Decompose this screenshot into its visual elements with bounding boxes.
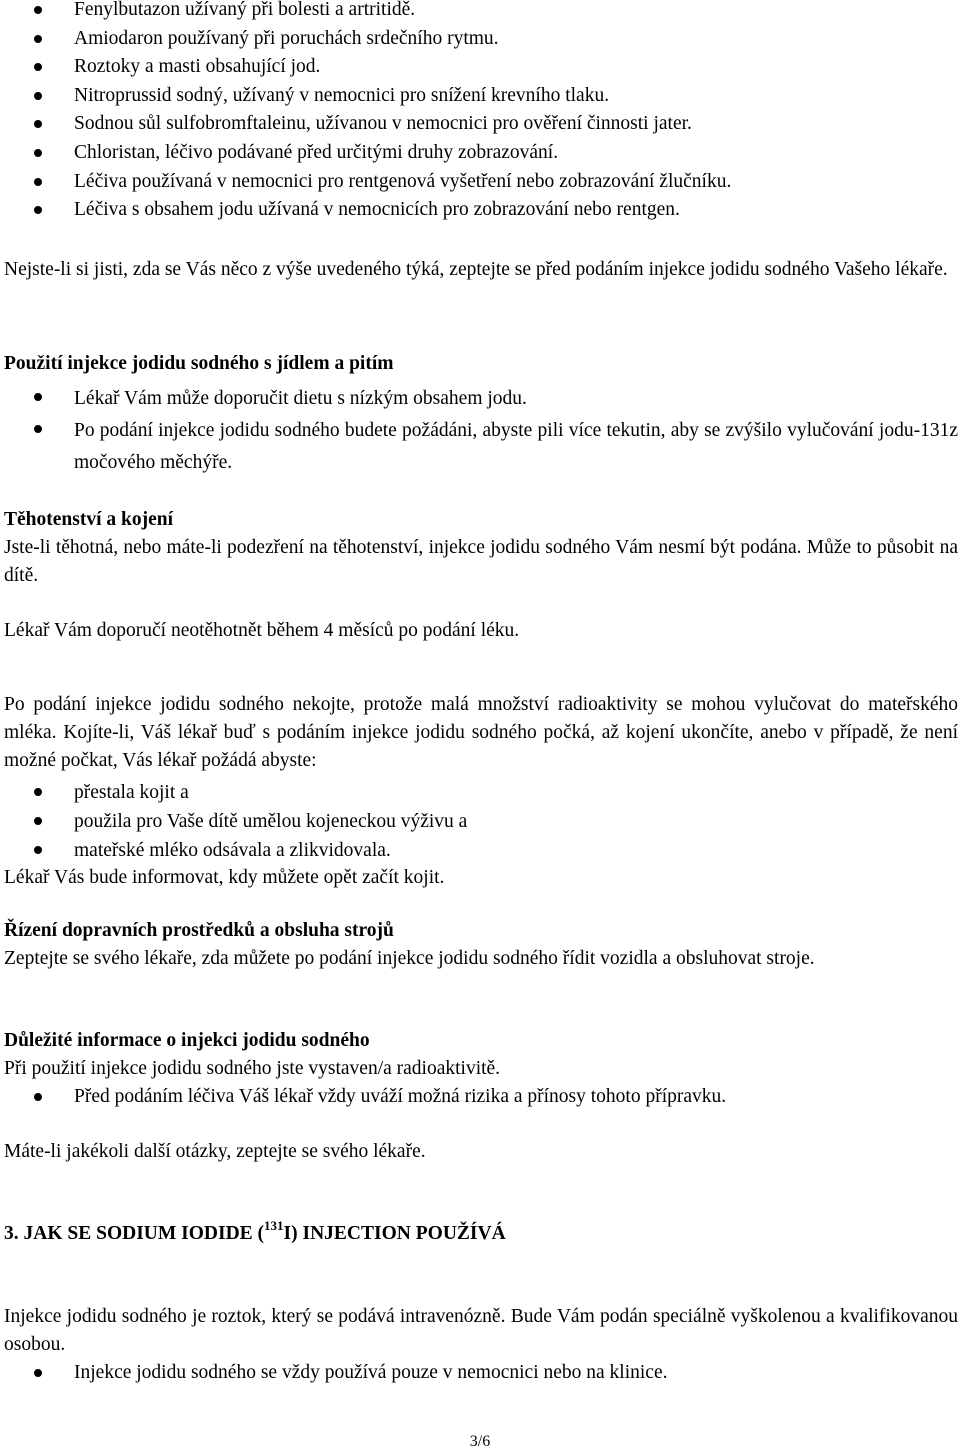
list-item: Roztoky a masti obsahující jod. bbox=[4, 53, 958, 82]
pregnancy-heading: Těhotenství a kojení bbox=[4, 509, 174, 530]
breastfeeding-list bbox=[4, 778, 958, 865]
section-3-heading-sup: 131 bbox=[264, 1217, 284, 1233]
list-item: Chloristan, léčivo podávané před určitými druhy zobrazování. bbox=[4, 139, 958, 168]
list-item: použila pro Vaše dítě umělou kojeneckou výživu a bbox=[4, 807, 958, 836]
section-3-heading-pre: 3. JAK SE SODIUM IODIDE ( bbox=[4, 1223, 265, 1244]
list-item: Sodnou sůl sulfobromftaleinu, užívanou v nemocnici pro ověření činnosti jater. bbox=[4, 110, 958, 139]
list-item: Amiodaron používaný při poruchách srdečního rytmu. bbox=[4, 25, 958, 54]
page-number: 3/6 bbox=[469, 1433, 491, 1450]
list-item: přestala kojit a bbox=[4, 778, 958, 807]
food-heading: Použití injekce jodidu sodného s jídlem a pitím bbox=[4, 353, 394, 374]
important-heading: Důležité informace o injekci jodidu sodného bbox=[4, 1030, 370, 1051]
list-item: Lékař Vám může doporučit dietu s nízkým obsahem jodu. bbox=[4, 383, 958, 415]
pregnancy-paragraph-1: Jste-li těhotná, nebo máte-li podezření na těhotenství, injekce jodidu sodného Vám nesmí být podána. Může to působit na dítě. bbox=[4, 537, 958, 586]
important-list bbox=[4, 1083, 958, 1111]
list-item: Léčiva s obsahem jodu užívaná v nemocnicích pro zobrazování nebo rentgen. bbox=[4, 196, 958, 225]
section-3-paragraph: Injekce jodidu sodného je roztok, který se podává intravenózně. Bude Vám podán speciálně vyškolenou a kvalifikovanou osobou. bbox=[4, 1306, 958, 1355]
section-3-list bbox=[4, 1359, 958, 1387]
pregnancy-paragraph-3: Po podání injekce jodidu sodného nekojte, protože malá množství radioaktivity se mohou vylučovat do mateřského mléka. Kojíte-li, Váš lékař buď s podáním injekce jodidu sodného počká, až kojení ukončíte, anebo v případě, že není možné počkat, Vás lékař požádá abyste: bbox=[4, 694, 958, 771]
section-3-heading-post: I) INJECTION POUŽÍVÁ bbox=[283, 1223, 506, 1244]
list-item: Injekce jodidu sodného se vždy používá pouze v nemocnici nebo na klinice. bbox=[4, 1359, 958, 1387]
section-3-heading bbox=[4, 1217, 958, 1248]
list-item: Léčiva používaná v nemocnici pro rentgenová vyšetření nebo zobrazování žlučníku. bbox=[4, 168, 958, 197]
interacting-drugs-list bbox=[4, 0, 958, 225]
breastfeeding-after-text: Lékař Vás bude informovat, kdy můžete opět začít kojit. bbox=[4, 867, 445, 888]
list-item: Po podání injekce jodidu sodného budete požádáni, abyste pili více tekutin, aby se zvýšilo vylučování jodu-131z močového měchýře. bbox=[4, 415, 958, 479]
pregnancy-paragraph-2: Lékař Vám doporučí neotěhotnět během 4 měsíců po podání léku. bbox=[4, 620, 520, 641]
driving-heading: Řízení dopravních prostředků a obsluha strojů bbox=[4, 920, 394, 941]
questions-paragraph: Máte-li jakékoli další otázky, zeptejte se svého lékaře. bbox=[4, 1141, 426, 1162]
list-item: mateřské mléko odsávala a zlikvidovala. bbox=[4, 836, 958, 865]
list-item: Fenylbutazon užívaný při bolesti a artritidě. bbox=[4, 0, 958, 25]
driving-paragraph: Zeptejte se svého lékaře, zda můžete po podání injekce jodidu sodného řídit vozidla a obsluhovat stroje. bbox=[4, 948, 815, 969]
important-paragraph: Při použití injekce jodidu sodného jste vystaven/a radioaktivitě. bbox=[4, 1058, 501, 1079]
list-item: Před podáním léčiva Váš lékař vždy uváží možná rizika a přínosy tohoto přípravku. bbox=[4, 1083, 958, 1111]
list-item: Nitroprussid sodný, užívaný v nemocnici pro snížení krevního tlaku. bbox=[4, 82, 958, 111]
unsure-paragraph: Nejste-li si jisti, zda se Vás něco z výše uvedeného týká, zeptejte se před podáním injekce jodidu sodného Vašeho lékaře. bbox=[4, 259, 948, 280]
food-list bbox=[4, 383, 958, 479]
